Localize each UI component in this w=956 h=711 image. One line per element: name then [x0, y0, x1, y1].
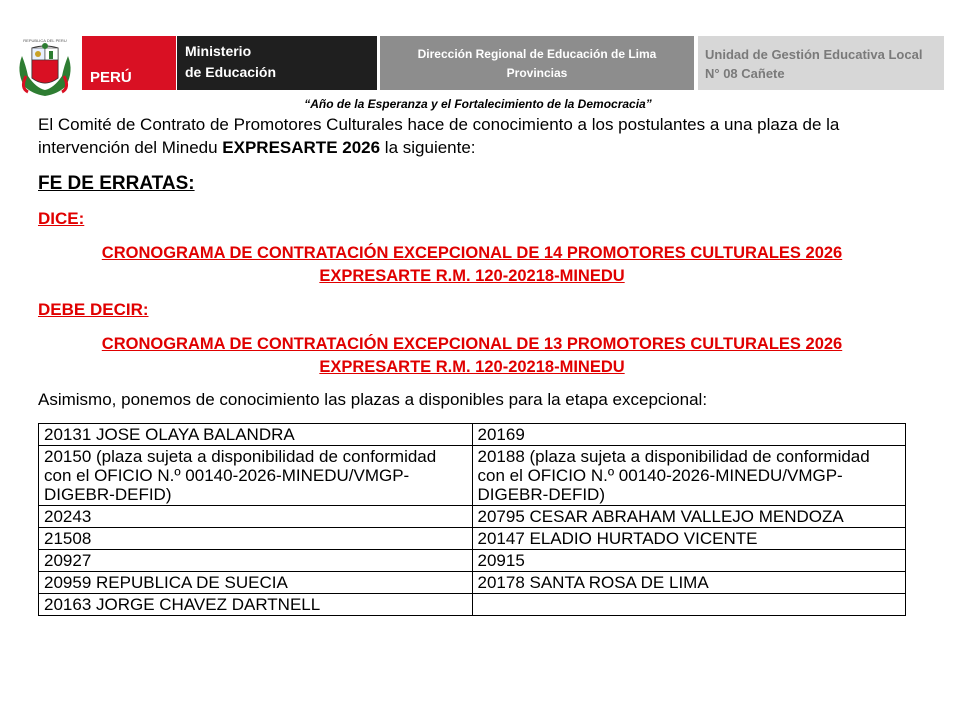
asimismo-paragraph: Asimismo, ponemos de conocimiento las plazas a disponibles para la etapa excepcional:: [38, 390, 708, 409]
intro-bold: EXPRESARTE 2026: [222, 138, 381, 157]
dice-line1: CRONOGRAMA DE CONTRATACIÓN EXCEPCIONAL DE 14 PROMOTORES CULTURALES 2026: [101, 244, 843, 262]
table-row: [39, 506, 906, 528]
table-row: [39, 572, 906, 594]
header-banner: [14, 36, 934, 90]
table-cell: 20243: [39, 506, 473, 528]
fe-de-erratas-heading: FE DE ERRATAS:: [38, 173, 195, 194]
dre-line1: Dirección Regional de Educación de Lima: [417, 47, 657, 61]
intro-text-2: la siguiente:: [380, 138, 476, 157]
intro-paragraph: [38, 113, 918, 159]
debe-decir-label: DEBE DECIR:: [38, 300, 149, 319]
table-cell: 20131 JOSE OLAYA BALANDRA: [39, 424, 473, 446]
plazas-table: [38, 423, 906, 616]
peru-label: PERÚ: [90, 69, 132, 86]
table-cell: 20959 REPUBLICA DE SUECIA: [39, 572, 473, 594]
dice-label: DICE:: [38, 209, 85, 228]
ugel-block: [698, 36, 944, 90]
table-cell: 20150 (plaza sujeta a disponibilidad de conformidad con el OFICIO N.º 00140-2026-MINEDU/VMGP-DIGEBR-DEFID): [39, 446, 473, 506]
debe-decir-line1: CRONOGRAMA DE CONTRATACIÓN EXCEPCIONAL DE 13 PROMOTORES CULTURALES 2026: [101, 335, 843, 353]
peru-label-block: [82, 36, 176, 90]
table-cell: 20147 ELADIO HURTADO VICENTE: [472, 528, 906, 550]
ugel-line2: N° 08 Cañete: [705, 66, 785, 81]
table-cell: 20795 CESAR ABRAHAM VALLEJO MENDOZA: [472, 506, 906, 528]
table-cell: 20915: [472, 550, 906, 572]
dre-line2: Provincias: [506, 66, 568, 80]
table-row: [39, 424, 906, 446]
table-row: [39, 528, 906, 550]
svg-text:REPUBLICA DEL PERU: REPUBLICA DEL PERU: [23, 38, 67, 43]
table-cell: [472, 594, 906, 616]
dre-block: [380, 36, 694, 90]
intro-text-1: El Comité de Contrato de Promotores Culturales hace de conocimiento a los postulantes a una plaza de la intervención del Minedu: [38, 115, 840, 157]
debe-decir-line2: EXPRESARTE R.M. 120-20218-MINEDU: [319, 358, 625, 376]
ugel-line1: Unidad de Gestión Educativa Local: [705, 47, 923, 62]
table-cell: 21508: [39, 528, 473, 550]
table-cell: 20163 JORGE CHAVEZ DARTNELL: [39, 594, 473, 616]
table-cell: 20188 (plaza sujeta a disponibilidad de conformidad con el OFICIO N.º 00140-2026-MINEDU/VMGP-DIGEBR-DEFID): [472, 446, 906, 506]
peru-coat-of-arms-icon: [14, 36, 76, 98]
table-cell: 20927: [39, 550, 473, 572]
debe-decir-text: [0, 333, 944, 379]
dice-line2: EXPRESARTE R.M. 120-20218-MINEDU: [319, 267, 625, 285]
dice-text: [0, 242, 944, 288]
ministerio-line1: Ministerio: [185, 43, 252, 59]
year-motto: “Año de la Esperanza y el Fortalecimiento de la Democracia”: [304, 97, 652, 111]
table-cell: 20178 SANTA ROSA DE LIMA: [472, 572, 906, 594]
ministerio-block: [177, 36, 377, 90]
table-row: [39, 446, 906, 506]
table-row: [39, 594, 906, 616]
table-cell: 20169: [472, 424, 906, 446]
ministerio-line2: de Educación: [185, 64, 277, 80]
table-row: [39, 550, 906, 572]
